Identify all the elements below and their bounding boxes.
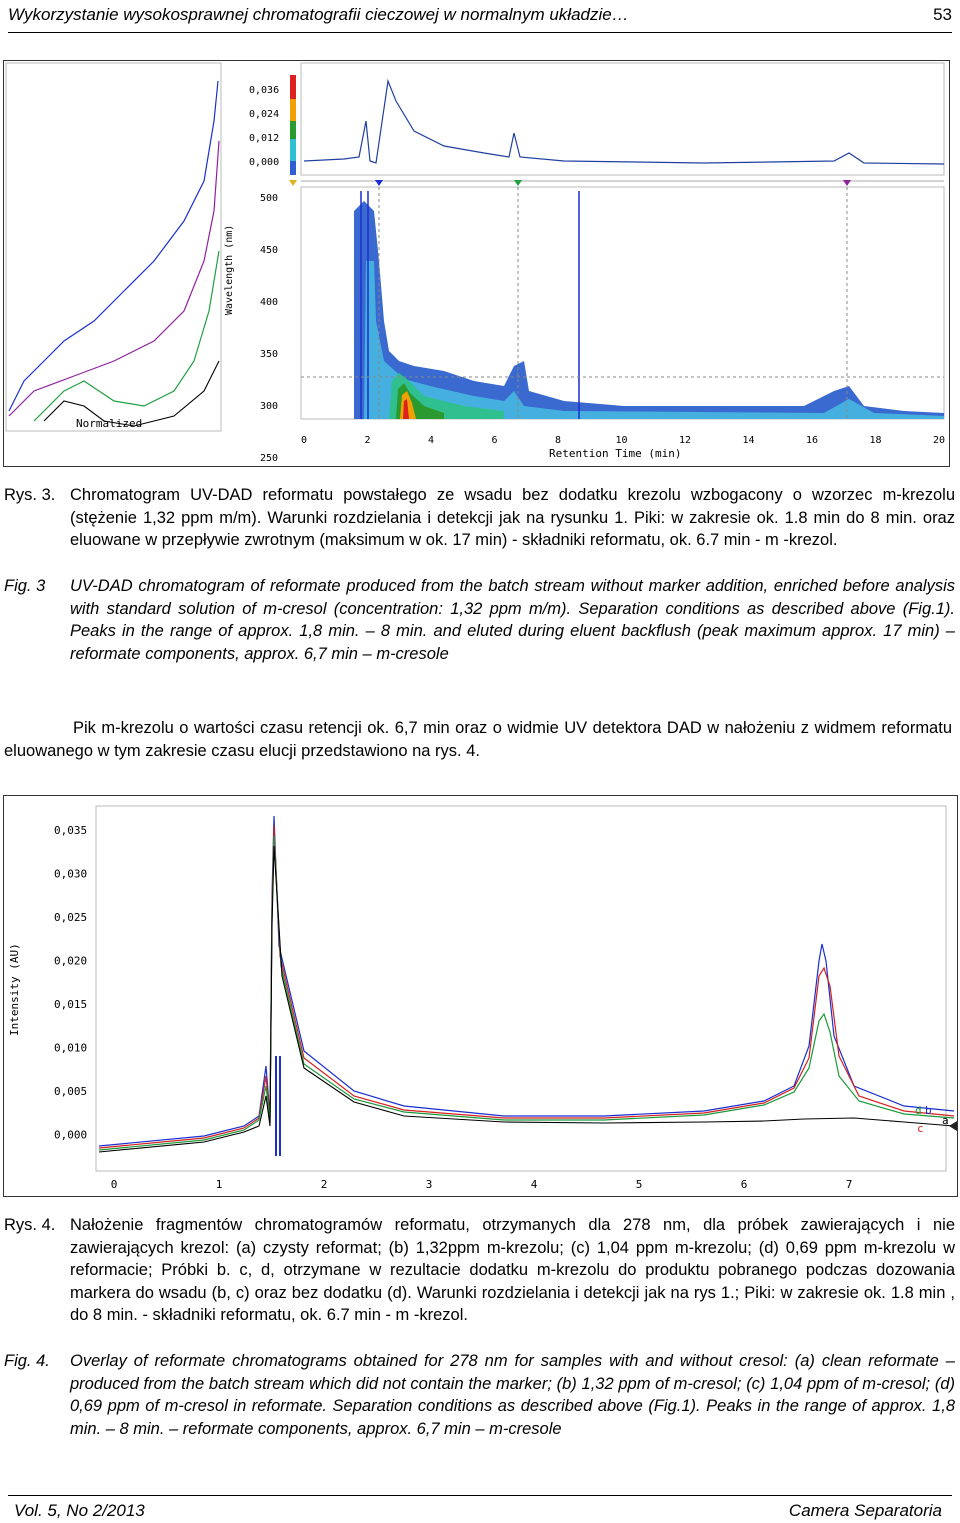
caption-3-pl: [4, 484, 956, 576]
fig3-x-tick-label: 0: [300, 435, 308, 446]
normalized-label: Normalized: [76, 417, 143, 430]
fig4-x-tick-label: 7: [845, 1178, 853, 1191]
page-number: 53: [933, 5, 952, 24]
fig3-wavelength-tick-label: 250: [260, 453, 279, 464]
fig4-x-tick-label: 2: [320, 1178, 328, 1191]
x-axis-label: Retention Time (min): [549, 447, 682, 460]
running-title: Wykorzystanie wysokosprawnej chromatografii cieczowej w normalnym układzie…: [8, 5, 629, 24]
fig3-x-tick-label: 18: [869, 435, 882, 446]
figure-4-chart: [4, 796, 957, 1196]
fig3-x-tick-label: 20: [932, 435, 946, 446]
fig3-x-tick-label: 4: [427, 435, 435, 446]
figure-4: [3, 795, 958, 1197]
series-label-a: a: [942, 1114, 949, 1127]
fig4-x-tick-label: 5: [635, 1178, 643, 1191]
running-footer: [8, 1495, 952, 1523]
fig4-y-tick-label: 0,025: [54, 911, 88, 924]
fig4-y-tick-label: 0,005: [54, 1085, 88, 1098]
fig3-x-tick-label: 16: [805, 435, 819, 446]
fig4-x-tick-label: 0: [110, 1178, 118, 1191]
fig4-x-tick-label: 1: [215, 1178, 223, 1191]
fig3-x-tick-label: 8: [554, 435, 562, 446]
caption-3-pl-text: Chromatogram UV-DAD reformatu powstałego ze wsadu bez dodatku krezolu wzbogacony o wzorzec m-krezolu (stężenie 1,32 ppm m/m). Warunki rozdzielania i detekcji jak na rysunku 1. Piki: w zakresie ok. 1.8 min do 8 min. oraz eluowane w przepływie zwrotnym (maksimum w ok. 17 min) - składniki reformatu, ok. 6.7 min - m -krezol.: [70, 486, 955, 549]
fig3-wavelength-tick-label: 400: [260, 297, 279, 308]
y-axis-label: Intensity (AU): [8, 943, 21, 1036]
series-label-b: b: [925, 1104, 932, 1117]
fig3-y-tick-label: 0,012: [249, 133, 280, 144]
caption-3-en-label: Fig. 3: [4, 577, 46, 595]
fig4-y-tick-label: 0,015: [54, 998, 88, 1011]
caption-4-pl-label: Rys. 4.: [4, 1216, 56, 1234]
fig4-x-tick-label: 4: [530, 1178, 538, 1191]
caption-3-en: [4, 575, 956, 690]
caption-4-pl: [4, 1214, 956, 1352]
fig3-y-tick-label: 0,036: [249, 85, 280, 96]
fig3-wavelength-tick-label: 300: [260, 401, 279, 412]
footer-journal: Camera Separatoria: [788, 1501, 942, 1520]
caption-3-en-text: UV-DAD chromatogram of reformate produced from the batch stream without marker addition, enriched before analysis with standard solution of m-cresol (concentration: 1,32 ppm m/m). Separation conditions as described above (Fig.1). Peaks in the range of approx. 1,8 min. – 8 min. and eluted during eluent backflush (peak maximum approx. 17 min) – reformate components, approx. 6,7 min – m-cresole: [70, 577, 955, 663]
running-header: [8, 0, 952, 33]
caption-4-en-text: Overlay of reformate chromatograms obtained for 278 nm for samples with and without cresol: (a) clean reformate – produced from the batch stream which did not contain the marker; (b) 1,32 ppm of m-cresol; (c) 1,04 ppm of m-cresol; (d) 0,69 ppm of m-cresol in reformate. Separation conditions as described above (Fig.1). Peaks in the range of approx. 1,8 min. – 8 min. – reformate components, approx. 6,7 min – m-cresole: [70, 1352, 955, 1438]
fig3-x-tick-label: 2: [364, 435, 371, 446]
body-paragraph: Pik m-krezolu o wartości czasu retencji ok. 6,7 min oraz o widmie UV detektora DAD w nałożeniu z widmem reformatu eluowanego w tym zakresie czasu elucji przedstawiono na rys. 4.: [4, 719, 952, 760]
figure-3: [3, 60, 950, 467]
wavelength-axis-label: Wavelength (nm): [224, 224, 235, 315]
footer-volume: Vol. 5, No 2/2013: [14, 1501, 145, 1520]
caption-3-pl-label: Rys. 3.: [4, 486, 56, 504]
fig3-wavelength-tick-label: 500: [260, 193, 279, 204]
fig3-x-tick-label: 12: [678, 435, 692, 446]
fig4-y-tick-label: 0,000: [54, 1128, 88, 1142]
fig3-x-tick-label: 14: [742, 435, 755, 446]
caption-4-en: [4, 1350, 956, 1468]
fig3-x-tick-label: 6: [491, 435, 498, 446]
series-label-d: d: [915, 1104, 922, 1117]
caption-4-en-label: Fig. 4.: [4, 1352, 50, 1370]
fig3-wavelength-tick-label: 450: [260, 245, 279, 256]
caption-4-pl-text: Nałożenie fragmentów chromatogramów reformatu, otrzymanych dla 278 nm, dla próbek zawierających i nie zawierających krezol: (a) czysty reformat; (b) 1,32ppm m-krezolu; (c) 1,04 ppm m-krezolu; (d) 0,69 ppm m-krezolu w reformacie; Próbki b. c, d, otrzymane w rezultacie dodatku m-krezolu do produktu pobranego podczas dozowania markera do wsadu (b, c) oraz bez dodatku (d). Warunki rozdzielania i detekcji jak na rys 1.; Piki: w zakresie ok. 1.8 min , do 8 min. - składniki reformatu, ok. 6.7 min - m -krezol.: [70, 1216, 955, 1324]
fig3-x-tick-label: 10: [615, 435, 628, 446]
fig4-y-tick-label: 0,020: [54, 954, 88, 968]
fig4-x-tick-label: 3: [425, 1178, 433, 1191]
fig3-y-tick-label: 0,024: [249, 109, 280, 120]
fig4-y-tick-label: 0,035: [54, 824, 88, 837]
fig4-y-tick-label: 0,010: [54, 1041, 88, 1055]
series-label-c: c: [917, 1122, 924, 1135]
figure-3-chart: [4, 61, 949, 466]
fig4-y-tick-label: 0,030: [54, 867, 88, 881]
fig3-y-tick-label: 0,000: [249, 157, 280, 168]
fig4-x-tick-label: 6: [740, 1178, 748, 1191]
fig3-wavelength-tick-label: 350: [260, 349, 279, 360]
